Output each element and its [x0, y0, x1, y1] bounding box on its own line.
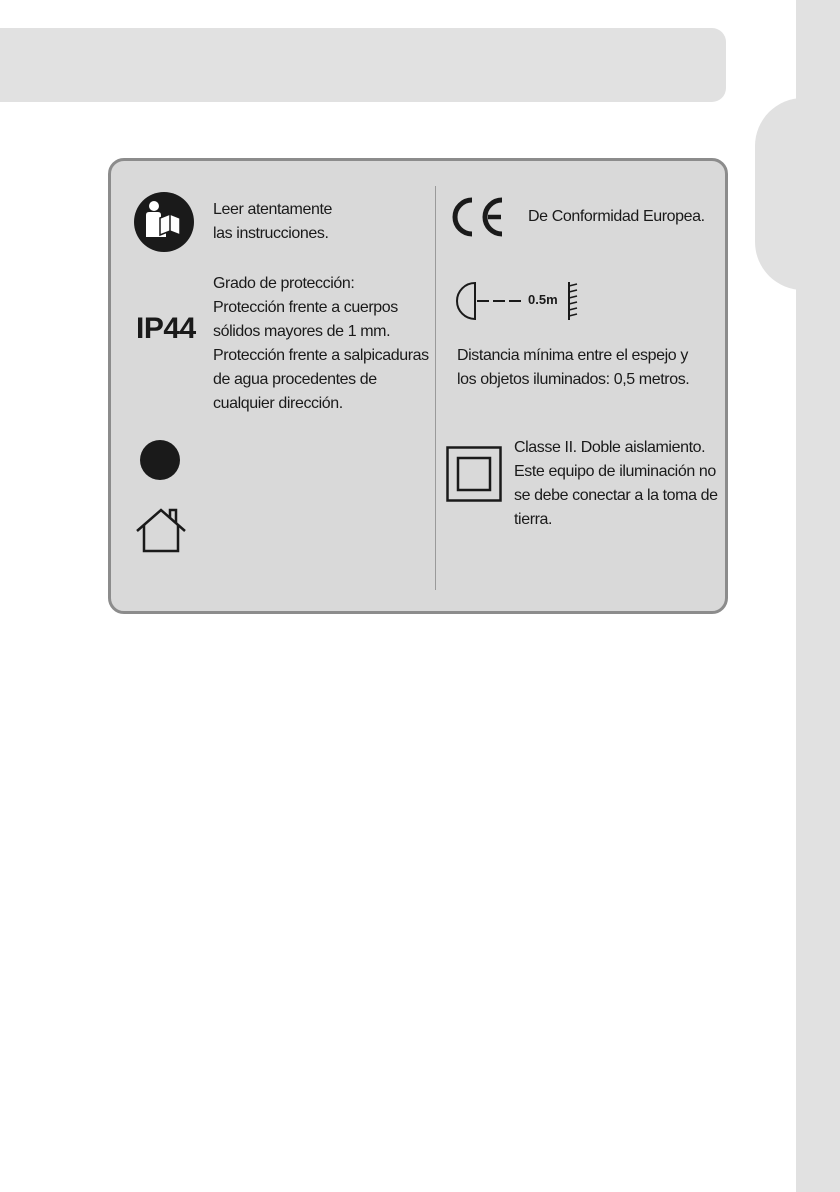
read-manual-icon — [133, 191, 195, 253]
ce-mark-icon — [446, 196, 508, 238]
lamp-distance-icon — [451, 280, 591, 322]
side-tab-bulge — [755, 98, 840, 290]
ip44-code: IP44 — [136, 312, 196, 345]
double-insulation-icon — [446, 446, 502, 502]
class-ii-text: Classe II. Doble aislamiento. Este equipo de iluminación no se debe conectar a la toma de tierra. — [514, 439, 718, 528]
filled-circle-icon — [139, 439, 181, 481]
indoor-use-house-icon — [134, 507, 188, 553]
page-header-bar — [0, 28, 726, 102]
ip-rating-text: Grado de protección: Protección frente a cuerpos sólidos mayores de 1 mm. Protección frente a salpicaduras de agua procedentes de cualquier dirección. — [213, 275, 429, 412]
read-instructions-text: Leer atentamente las instrucciones. — [213, 201, 333, 242]
distance-diagram-label: 0.5m — [528, 292, 558, 307]
min-distance-text: Distancia mínima entre el espejo y los objetos iluminados: 0,5 metros. — [457, 347, 690, 388]
ce-mark-text: De Conformidad Europea. — [528, 208, 705, 225]
panel-divider — [435, 186, 436, 590]
